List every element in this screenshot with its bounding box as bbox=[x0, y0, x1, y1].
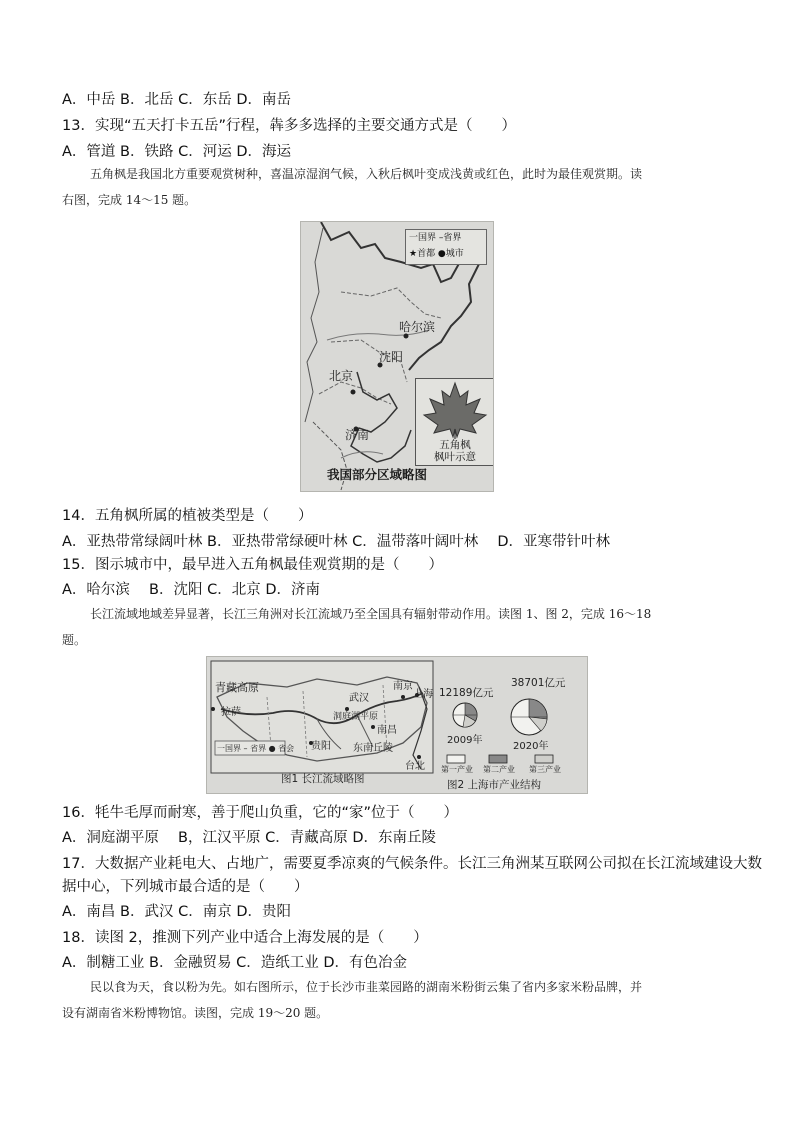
intro-16-18 bbox=[62, 601, 732, 653]
legend-secondary: 第二产业 bbox=[483, 765, 515, 774]
maple-leaf-box bbox=[415, 378, 494, 466]
q16-stem: 16．牦牛毛厚而耐寒，善于爬山负重，它的“家”位于（ ） bbox=[62, 805, 458, 821]
q13-stem: 13．实现“五天打卡五岳”行程，犇多多选择的主要交通方式是（ ） bbox=[62, 118, 516, 134]
label-taibei: 台北 bbox=[405, 761, 425, 772]
intro-19-20-line1: 民以食为天，食以粉为先。如右图所示，位于长沙市韭菜园路的湖南米粉街云集了省内多家米粉品牌，并 bbox=[90, 980, 643, 994]
q18-options: A．制糖工业 B．金融贸易 C．造纸工业 D．有色冶金 bbox=[62, 955, 407, 971]
year-2009: 2009年 bbox=[447, 735, 483, 746]
q17-stem-2: 据中心，下列城市最合适的是（ ） bbox=[62, 879, 309, 895]
leaf-caption-2: 枫叶示意 bbox=[434, 451, 476, 463]
q18-stem: 18．读图 2，推测下列产业中适合上海发展的是（ ） bbox=[62, 930, 428, 946]
q17-options: A．南昌 B．武汉 C．南京 D．贵阳 bbox=[62, 904, 291, 920]
q12-options: A．中岳 B．北岳 C．东岳 D．南岳 bbox=[62, 92, 291, 108]
map1-caption: 我国部分区域略图 bbox=[327, 467, 428, 482]
intro-19-20 bbox=[62, 974, 732, 1026]
legend-line-2: ★首都 ●城市 bbox=[409, 249, 464, 259]
city-beijing: 北京 bbox=[329, 369, 354, 383]
q17-stem-1: 17．大数据产业耗电大、占地广，需要夏季凉爽的气候条件。长江三角洲某互联网公司拟在长江流域建设大数 bbox=[62, 856, 762, 872]
q15-options: A．哈尔滨 B．沈阳 C．北京 D．济南 bbox=[62, 582, 320, 598]
label-guiyang: 贵阳 bbox=[311, 741, 331, 752]
legend-primary: 第一产业 bbox=[441, 765, 473, 774]
intro-14-15 bbox=[62, 161, 732, 213]
intro-16-18-line1: 长江流域地域差异显著，长江三角洲对长江流域乃至全国具有辐射带动作用。读图 1、图 2，完成 16～18 bbox=[90, 607, 652, 621]
label-lasa: 拉萨 bbox=[221, 707, 241, 718]
value-2020: 38701亿元 bbox=[511, 677, 566, 689]
map2-caption-2: 图2 上海市产业结构 bbox=[447, 779, 542, 791]
q13-options: A．管道 B．铁路 C．河运 D．海运 bbox=[62, 144, 291, 160]
q14-stem: 14．五角枫所属的植被类型是（ ） bbox=[62, 508, 313, 524]
label-nanchang: 南昌 bbox=[377, 725, 397, 736]
city-harbin: 哈尔滨 bbox=[399, 320, 436, 334]
label-wuhan: 武汉 bbox=[349, 693, 369, 704]
legend-line-1: 一国界 –省界 bbox=[409, 233, 462, 243]
map2-caption-1: 图1 长江流域略图 bbox=[281, 773, 365, 785]
intro-19-20-line2: 设有湖南省米粉博物馆。读图，完成 19～20 题。 bbox=[62, 1006, 329, 1020]
city-jinan: 济南 bbox=[345, 428, 370, 442]
label-qingzang: 青藏高原 bbox=[215, 681, 259, 694]
label-nanjing: 南京 bbox=[393, 681, 413, 692]
map-legend bbox=[405, 229, 487, 265]
q14-options: A．亚热带常绿阔叶林 B．亚热带常绿硬叶林 C．温带落叶阔叶林 D．亚寒带针叶林 bbox=[62, 534, 610, 550]
year-2020: 2020年 bbox=[513, 741, 549, 752]
legend-tertiary: 第三产业 bbox=[529, 765, 561, 774]
q16-options: A．洞庭湖平原 B，江汉平原 C．青藏高原 D．东南丘陵 bbox=[62, 830, 436, 846]
value-2009: 12189亿元 bbox=[439, 687, 494, 699]
label-dongting: 洞庭湖平原 bbox=[333, 712, 379, 722]
yangtze-figure bbox=[206, 656, 588, 794]
label-dongnan: 东南丘陵 bbox=[353, 743, 393, 754]
intro-16-18-line2: 题。 bbox=[62, 633, 87, 647]
label-shanghai: 上海 bbox=[413, 689, 433, 700]
intro-14-15-line2: 右图，完成 14～15 题。 bbox=[62, 193, 197, 207]
region-map-figure bbox=[300, 221, 494, 492]
leaf-caption-1: 五角枫 bbox=[439, 439, 471, 451]
intro-14-15-line1: 五角枫是我国北方重要观赏树种，喜温凉湿润气候，入秋后枫叶变成浅黄或红色，此时为最佳观赏期。读 bbox=[90, 167, 643, 181]
city-shenyang: 沈阳 bbox=[379, 350, 404, 364]
q15-stem: 15．图示城市中，最早进入五角枫最佳观赏期的是（ ） bbox=[62, 557, 443, 573]
map2-legend: 一国界 – 省界 ● 省会 bbox=[217, 744, 295, 753]
